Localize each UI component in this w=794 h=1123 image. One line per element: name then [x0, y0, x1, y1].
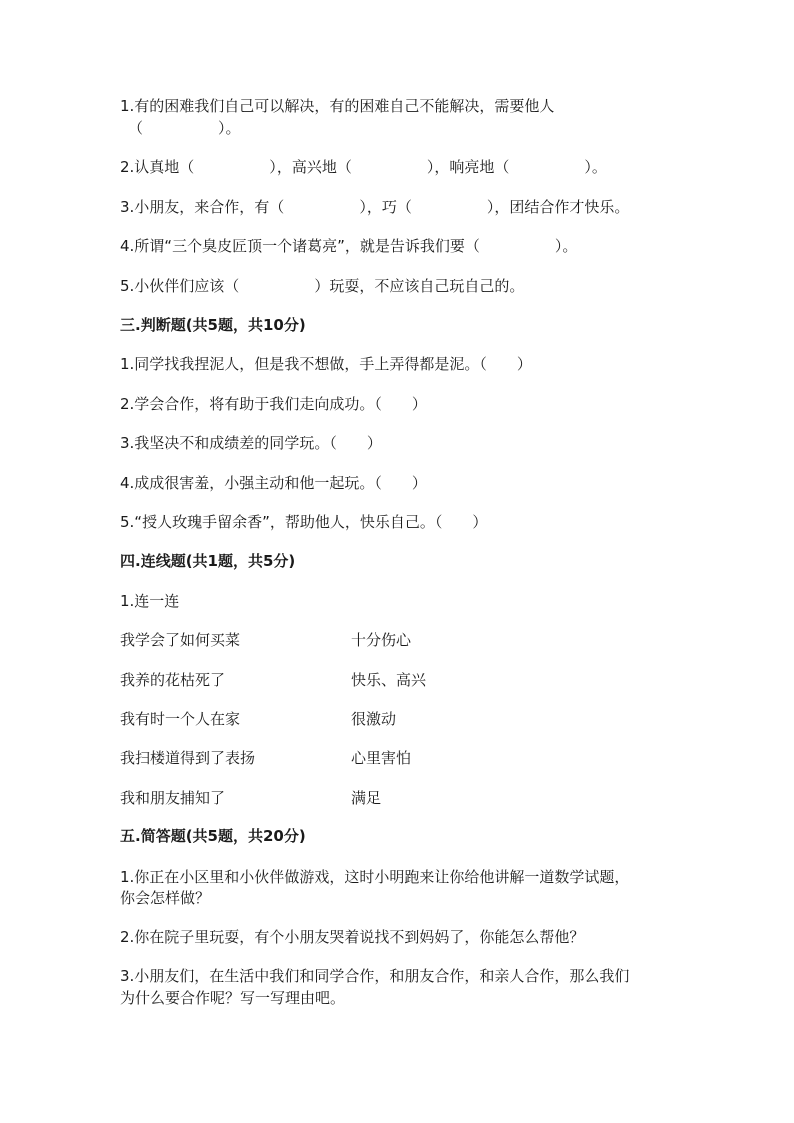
fill-blank-q1-line1: 1.有的困难我们自己可以解决，有的困难自己不能解决，需要他人: [120, 97, 555, 115]
short-q3-line2: 为什么要合作呢？写一写理由吧。: [120, 989, 346, 1007]
judge-q2: 2.学会合作，将有助于我们走向成功。（ ）: [120, 395, 427, 413]
match-left-item: 我学会了如何买菜: [120, 631, 241, 649]
short-q1-line2: 你会怎样做？: [120, 889, 211, 907]
match-left-item: 我扫楼道得到了表扬: [120, 749, 256, 767]
section-title-short-answer: 五.简答题(共5题，共20分): [120, 827, 306, 845]
match-right-item: 十分伤心: [351, 631, 412, 649]
match-right-item: 心里害怕: [351, 749, 412, 767]
fill-blank-q1-line2: （ ）。: [128, 119, 241, 137]
fill-blank-q5: 5.小伙伴们应该（ ）玩耍，不应该自己玩自己的。: [120, 277, 525, 295]
match-left-item: 我和朋友捕知了: [120, 789, 226, 807]
section-title-match: 四.连线题(共1题，共5分): [120, 552, 296, 570]
judge-q1: 1.同学找我捏泥人，但是我不想做，手上弄得都是泥。（ ）: [120, 355, 532, 373]
short-q2: 2.你在院子里玩耍，有个小朋友哭着说找不到妈妈了，你能怎么帮他？: [120, 928, 585, 946]
match-left-item: 我养的花枯死了: [120, 671, 226, 689]
short-q1-line1: 1.你正在小区里和小伙伴做游戏，这时小明跑来让你给他讲解一道数学试题，: [120, 868, 630, 886]
judge-q5: 5.“授人玫瑰手留余香”，帮助他人，快乐自己。（ ）: [120, 513, 488, 531]
match-left-item: 我有时一个人在家: [120, 710, 241, 728]
judge-q4: 4.成成很害羞，小强主动和他一起玩。（ ）: [120, 474, 427, 492]
match-right-item: 很激动: [351, 710, 397, 728]
fill-blank-q3: 3.小朋友，来合作，有（ ），巧（ ），团结合作才快乐。: [120, 198, 630, 216]
match-right-item: 快乐、高兴: [351, 671, 427, 689]
match-right-item: 满足: [351, 789, 382, 807]
short-q3-line1: 3.小朋友们，在生活中我们和同学合作，和朋友合作，和亲人合作，那么我们: [120, 967, 630, 985]
match-question: 1.连一连: [120, 592, 180, 610]
judge-q3: 3.我坚决不和成绩差的同学玩。（ ）: [120, 434, 382, 452]
section-title-judge: 三.判断题(共5题，共10分): [120, 316, 306, 334]
fill-blank-q2: 2.认真地（ ），高兴地（ ），响亮地（ ）。: [120, 158, 607, 176]
fill-blank-q4: 4.所谓“三个臭皮匠顶一个诸葛亮”，就是告诉我们要（ ）。: [120, 237, 578, 255]
